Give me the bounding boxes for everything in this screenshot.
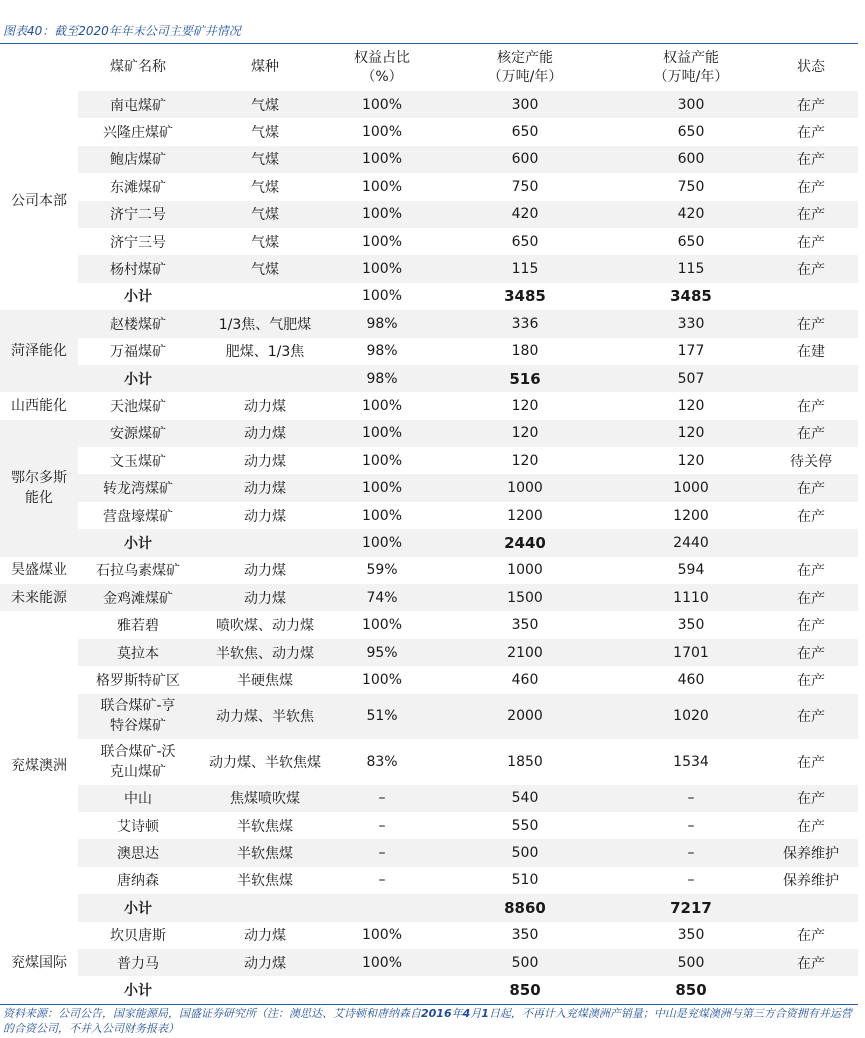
source-mid1: 年 [451, 1007, 463, 1020]
subtotal-row [0, 894, 858, 921]
equity-capacity: 850 [675, 981, 707, 1000]
capacity: 300 [432, 91, 618, 118]
table-row [0, 785, 858, 812]
equity-capacity: 350 [677, 617, 705, 634]
coal-type: 喷吹煤、动力煤 [216, 618, 314, 635]
capacity: 500 [432, 949, 618, 976]
capacity: 120 [511, 452, 539, 469]
group-label: 山西能化 [0, 392, 78, 419]
equity-ratio: 83% [366, 753, 398, 770]
table-row [0, 310, 858, 337]
mine-name: 格罗斯特矿区 [96, 672, 180, 689]
status: 在产 [764, 949, 858, 976]
coal-type: 气煤 [198, 255, 332, 282]
capacity: 2000 [432, 694, 618, 740]
capacity: 1850 [507, 753, 543, 770]
equity-ratio: 59% [366, 562, 398, 579]
table-row [0, 91, 858, 118]
capacity: 8860 [432, 894, 618, 921]
equity-ratio: 100% [332, 949, 432, 976]
table-row [0, 338, 858, 365]
coal-type: 气煤 [251, 234, 279, 251]
status: 在产 [797, 754, 825, 771]
equity-capacity: 1000 [618, 474, 764, 501]
equity-capacity: 115 [618, 255, 764, 282]
mine-name-l2: 克山煤矿 [110, 763, 166, 780]
coal-type [198, 976, 332, 1003]
equity-ratio: 100% [361, 617, 403, 634]
equity-ratio: 100% [361, 671, 403, 688]
coal-type: 动力煤 [244, 563, 286, 580]
mine-name: 金鸡滩煤矿 [78, 584, 198, 611]
header-mine-name: 煤矿名称 [110, 59, 166, 75]
status: 在产 [764, 785, 858, 812]
mine-name: 营盘壕煤矿 [103, 508, 173, 525]
capacity: 336 [432, 310, 618, 337]
group-label: 兖煤澳洲 [0, 611, 78, 921]
subtotal-label: 小计 [124, 983, 152, 1000]
equity-ratio: 100% [332, 474, 432, 501]
header-equity-capacity [618, 44, 764, 91]
status: 待关停 [790, 453, 832, 470]
coal-type [198, 529, 332, 556]
table-row [0, 867, 858, 894]
subtotal-row [0, 976, 858, 1003]
header-capacity-l1: 核定产能 [497, 49, 553, 66]
source-mid2: 月 [470, 1007, 482, 1020]
source-month: 4 [462, 1007, 471, 1020]
coal-type: 半软焦煤 [198, 839, 332, 866]
equity-capacity: 350 [677, 927, 705, 944]
equity-ratio: 100% [361, 288, 403, 305]
capacity: 516 [432, 365, 618, 392]
equity-ratio: 100% [332, 255, 432, 282]
equity-capacity: 1701 [618, 639, 764, 666]
status: 在产 [764, 474, 858, 501]
equity-ratio: 100% [332, 201, 432, 228]
mine-name [78, 739, 198, 785]
header-equity-ratio-l2: （%） [361, 68, 403, 85]
capacity: 2100 [432, 639, 618, 666]
mine-name: 澳思达 [78, 839, 198, 866]
equity-ratio: 98% [332, 310, 432, 337]
source-year: 2016 [421, 1007, 452, 1020]
coal-type: 半软焦煤 [237, 818, 293, 835]
source-prefix: 资料来源：公司公告，国家能源局，国盛证券研究所（注：澳思达、艾诗顿和唐纳森自 [3, 1007, 421, 1020]
status: 在产 [797, 928, 825, 945]
table-row [0, 557, 858, 584]
equity-ratio: 100% [361, 178, 403, 195]
coal-type: 气煤 [198, 91, 332, 118]
status [764, 283, 858, 310]
header-coal-type: 煤种 [251, 59, 279, 75]
coal-type: 动力煤 [198, 949, 332, 976]
status [764, 894, 858, 921]
equity-ratio: 100% [332, 529, 432, 556]
equity-capacity: 600 [618, 146, 764, 173]
header-equity-ratio-l1: 权益占比 [354, 49, 410, 66]
coal-type: 气煤 [251, 179, 279, 196]
group-label [0, 420, 78, 557]
figure-caption: 图表40：截至2020年年末公司主要矿井情况 [3, 24, 241, 38]
mine-name: 南屯煤矿 [78, 91, 198, 118]
mine-name: 唐纳森 [117, 873, 159, 890]
coal-type: 动力煤、半软焦 [198, 694, 332, 740]
coal-type: 动力煤 [198, 474, 332, 501]
equity-ratio [332, 894, 432, 921]
equity-capacity: 594 [677, 562, 705, 579]
mine-name: 坎贝唐斯 [110, 928, 166, 945]
equity-capacity: 460 [677, 671, 705, 688]
table-row [0, 639, 858, 666]
group-label-l2: 能化 [25, 490, 53, 507]
capacity: 2440 [432, 529, 618, 556]
status: 在产 [764, 91, 858, 118]
status: 在产 [797, 234, 825, 251]
header-equity-capacity-l2: （万吨/年） [653, 68, 729, 85]
status: 在产 [797, 508, 825, 525]
table-row [0, 146, 858, 173]
status: 在产 [764, 201, 858, 228]
equity-ratio: 100% [361, 397, 403, 414]
status: 在产 [797, 618, 825, 635]
table-row [0, 694, 858, 740]
capacity: 120 [511, 397, 539, 414]
table-header-row [0, 44, 858, 91]
coal-type [198, 283, 332, 310]
coal-type: 动力煤、半软焦煤 [209, 754, 321, 771]
capacity: 550 [511, 817, 539, 834]
header-equity-capacity-l1: 权益产能 [663, 49, 719, 66]
status: 保养维护 [783, 873, 839, 890]
equity-capacity: 3485 [670, 287, 712, 306]
equity-ratio: – [378, 872, 386, 889]
header-capacity [432, 44, 618, 91]
equity-capacity: 330 [618, 310, 764, 337]
source-note [3, 1006, 859, 1036]
equity-capacity: – [687, 872, 695, 889]
capacity: 350 [511, 927, 539, 944]
mines-table [0, 44, 858, 1004]
equity-ratio: 100% [332, 420, 432, 447]
capacity: 1200 [507, 507, 543, 524]
equity-ratio: 74% [332, 584, 432, 611]
equity-ratio: 95% [332, 639, 432, 666]
coal-type: 半软焦、动力煤 [198, 639, 332, 666]
subtotal-label: 小计 [78, 529, 198, 556]
equity-capacity: 1200 [673, 507, 709, 524]
equity-ratio: – [332, 839, 432, 866]
mine-name: 安源煤矿 [78, 420, 198, 447]
equity-capacity: 1020 [618, 694, 764, 740]
status: 在产 [764, 146, 858, 173]
source-rest: 日起，不再计入兖煤澳洲产销量；中山是兖煤澳洲与第三方合资拥有并运营的合资公司，不并入公司财务报表） [3, 1007, 852, 1035]
equity-capacity: – [618, 785, 764, 812]
equity-capacity: 750 [677, 178, 705, 195]
coal-type: 肥煤、1/3焦 [225, 344, 305, 361]
mine-name: 雅若碧 [117, 618, 159, 635]
capacity: 120 [432, 420, 618, 447]
group-label: 兖煤国际 [0, 922, 78, 1004]
capacity: 3485 [504, 287, 546, 306]
coal-type: 1/3焦、气肥煤 [198, 310, 332, 337]
equity-ratio: 100% [361, 927, 403, 944]
table-row [0, 201, 858, 228]
table-row [0, 949, 858, 976]
status: 在产 [797, 125, 825, 142]
mine-name: 万福煤矿 [110, 344, 166, 361]
equity-capacity: 420 [618, 201, 764, 228]
capacity: 510 [511, 872, 539, 889]
status: 在产 [764, 310, 858, 337]
subtotal-row [0, 529, 858, 556]
capacity: 650 [511, 124, 539, 141]
table-row [0, 420, 858, 447]
table-row [0, 502, 858, 529]
status: 在产 [764, 584, 858, 611]
mine-name: 杨村煤矿 [78, 255, 198, 282]
equity-ratio: 100% [361, 124, 403, 141]
mine-name: 石拉乌素煤矿 [96, 563, 180, 580]
equity-capacity: 500 [618, 949, 764, 976]
mine-name: 天池煤矿 [110, 398, 166, 415]
capacity: 420 [432, 201, 618, 228]
table-row [0, 447, 858, 474]
equity-capacity: 507 [618, 365, 764, 392]
subtotal-label: 小计 [124, 289, 152, 306]
equity-ratio: 100% [361, 452, 403, 469]
mine-name: 艾诗顿 [117, 818, 159, 835]
equity-capacity: 120 [677, 452, 705, 469]
coal-type: 动力煤 [244, 398, 286, 415]
capacity: 1500 [432, 584, 618, 611]
table-row [0, 611, 858, 638]
capacity: 180 [511, 343, 539, 360]
status: 在产 [797, 672, 825, 689]
coal-type: 动力煤 [244, 453, 286, 470]
status: 在产 [797, 179, 825, 196]
equity-capacity: 7217 [618, 894, 764, 921]
capacity: 115 [432, 255, 618, 282]
coal-type: 半硬焦煤 [237, 672, 293, 689]
source-day: 1 [481, 1007, 489, 1020]
mine-name: 赵楼煤矿 [78, 310, 198, 337]
status [764, 365, 858, 392]
table-row [0, 812, 858, 839]
coal-type: 半软焦煤 [237, 873, 293, 890]
mine-name: 转龙湾煤矿 [78, 474, 198, 501]
status: 在产 [797, 398, 825, 415]
capacity: 460 [511, 671, 539, 688]
capacity: 1000 [432, 474, 618, 501]
header-equity-ratio [332, 44, 432, 91]
coal-type: 气煤 [198, 201, 332, 228]
table-row [0, 474, 858, 501]
group-label: 未来能源 [0, 584, 78, 611]
group-label-l1: 鄂尔多斯 [11, 470, 67, 487]
equity-capacity: 650 [677, 124, 705, 141]
equity-capacity: 650 [677, 233, 705, 250]
coal-type: 动力煤 [198, 420, 332, 447]
header-status: 状态 [797, 59, 825, 75]
equity-capacity: 120 [618, 420, 764, 447]
table-row [0, 228, 858, 255]
status: 在建 [797, 344, 825, 361]
coal-type: 焦煤喷吹煤 [198, 785, 332, 812]
subtotal-row [0, 365, 858, 392]
coal-type: 动力煤 [198, 584, 332, 611]
equity-ratio: 100% [332, 91, 432, 118]
coal-type [198, 365, 332, 392]
coal-type: 气煤 [251, 125, 279, 142]
mine-name [78, 694, 198, 740]
coal-type: 动力煤 [244, 928, 286, 945]
table-row [0, 392, 858, 419]
table-row [0, 118, 858, 145]
equity-ratio: 100% [361, 507, 403, 524]
group-label: 菏泽能化 [0, 310, 78, 392]
equity-capacity: 120 [677, 397, 705, 414]
group-label: 公司本部 [0, 91, 78, 310]
coal-type: 气煤 [198, 146, 332, 173]
equity-ratio: 100% [361, 233, 403, 250]
equity-capacity: 300 [618, 91, 764, 118]
equity-ratio [332, 976, 432, 1003]
equity-ratio: 100% [332, 146, 432, 173]
mine-name: 普力马 [78, 949, 198, 976]
equity-ratio: 51% [332, 694, 432, 740]
status: 在产 [764, 420, 858, 447]
capacity: 850 [509, 981, 541, 1000]
capacity: 500 [432, 839, 618, 866]
status: 在产 [797, 563, 825, 580]
subtotal-row [0, 283, 858, 310]
table-row [0, 584, 858, 611]
subtotal-label: 小计 [78, 894, 198, 921]
equity-ratio: – [332, 785, 432, 812]
header-capacity-l2: （万吨/年） [487, 68, 563, 85]
equity-ratio: 98% [332, 365, 432, 392]
capacity: 540 [432, 785, 618, 812]
status: 在产 [764, 255, 858, 282]
mine-name-l1: 联合煤矿-沃 [100, 743, 176, 760]
mine-name-l2: 特谷煤矿 [110, 718, 166, 735]
capacity: 1000 [507, 562, 543, 579]
status [764, 976, 858, 1003]
equity-capacity: 1110 [618, 584, 764, 611]
status: 在产 [797, 818, 825, 835]
mine-name: 东滩煤矿 [110, 179, 166, 196]
equity-ratio: – [378, 817, 386, 834]
equity-capacity: – [687, 817, 695, 834]
mine-name: 莫拉本 [78, 639, 198, 666]
status: 在产 [764, 694, 858, 740]
mine-name: 鲍店煤矿 [78, 146, 198, 173]
capacity: 350 [511, 617, 539, 634]
table-bottom-rule [0, 1004, 858, 1005]
mine-name: 济宁三号 [110, 234, 166, 251]
mine-name-l1: 联合煤矿-亨 [100, 698, 176, 715]
header-group [0, 44, 78, 91]
table-row [0, 255, 858, 282]
capacity: 650 [511, 233, 539, 250]
mine-name: 兴隆庄煤矿 [103, 125, 173, 142]
mine-name: 中山 [78, 785, 198, 812]
coal-type: 动力煤 [244, 508, 286, 525]
equity-capacity: – [618, 839, 764, 866]
table-row [0, 739, 858, 785]
subtotal-label: 小计 [78, 365, 198, 392]
mine-name: 文玉煤矿 [110, 453, 166, 470]
capacity: 750 [511, 178, 539, 195]
table-row [0, 666, 858, 693]
equity-capacity: 2440 [618, 529, 764, 556]
equity-capacity: 1534 [673, 753, 709, 770]
status: 在产 [764, 639, 858, 666]
table-row [0, 173, 858, 200]
status: 保养维护 [764, 839, 858, 866]
group-label: 昊盛煤业 [0, 557, 78, 584]
capacity: 600 [432, 146, 618, 173]
table-row [0, 922, 858, 949]
coal-type [198, 894, 332, 921]
table-row [0, 839, 858, 866]
equity-capacity: 177 [677, 343, 705, 360]
status [764, 529, 858, 556]
mine-name: 济宁二号 [78, 201, 198, 228]
equity-ratio: 98% [366, 343, 398, 360]
